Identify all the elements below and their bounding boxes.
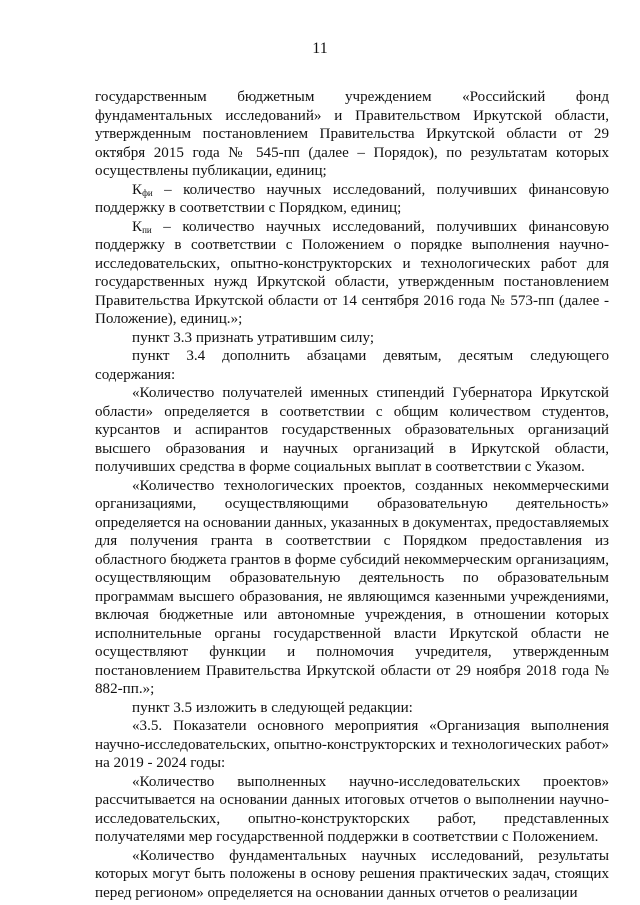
paragraph-p5 bbox=[95, 347, 609, 384]
paragraph-p7 bbox=[95, 477, 609, 699]
paragraph-text: «Количество фундаментальных научных исследований, результаты которых могут быть положены в основу решения практических задач, стоящих перед регионом» определяется на основании данных отчетов о реализации bbox=[95, 847, 609, 901]
paragraph-p6 bbox=[95, 384, 609, 477]
paragraph-text: государственным бюджетным учреждением «Российский фонд фундаментальных исследований» и Правительством Иркутской области, утвержденным постановлением Правительства Иркутской области от 29 октября 2015 года № 545-пп (далее – Порядок), по результатам которых осуществлены публикации, единиц; bbox=[95, 89, 609, 179]
paragraph-p10 bbox=[95, 773, 609, 847]
paragraph-p1 bbox=[95, 88, 609, 181]
paragraph-p9 bbox=[95, 717, 609, 773]
paragraph-text: «Количество технологических проектов, созданных некоммерческими организациями, осуществляющими образовательную деятельность» определяется на основании данных, указанных в документах, предоставляемых для получения гранта в соответствии с Порядком предоставления из областного бюджета грантов в форме субсидий некоммерческим организациям, осуществляющим образовательную деятельность по образовательным программам высшего образования, не являющимся казенными учреждениями, включая бюджетные или автономные учреждения, в отношении которых исполнительные органы государственной власти Иркутской области не осуществляют функции и полномочия учредителя, утвержденным постановлением Правительства Иркутской области от 29 ноября 2018 года № 882-пп.»; bbox=[95, 477, 609, 697]
paragraph-p2 bbox=[95, 181, 609, 218]
paragraph-text: пункт 3.3 признать утратившим силу; bbox=[132, 329, 375, 346]
paragraph-text: пункт 3.5 изложить в следующей редакции: bbox=[132, 699, 413, 716]
subscript: пи bbox=[142, 224, 152, 235]
paragraph-text: «Количество выполненных научно-исследовательских проектов» рассчитывается на основании данных итоговых отчетов о выполнении научно-исследовательских, опытно-конструкторских работ, представленных получателями мер государственной поддержки в соответствии с Положением. bbox=[95, 773, 609, 845]
paragraph-text: «Количество получателей именных стипендий Губернатора Иркутской области» определяется в соответствии с общим количеством студентов, курсантов и аспирантов государственных образовательных организаций высшего образования и научных организаций в Иркутской области, получивших средства в форме социальных выплат в соответствии с Указом. bbox=[95, 385, 609, 475]
paragraph-text: – количество научных исследований, получивших финансовую поддержку в соответствии с Порядком, единиц; bbox=[95, 181, 609, 216]
paragraph-p4 bbox=[95, 329, 609, 348]
paragraph-p11 bbox=[95, 847, 609, 903]
subscript: фи bbox=[142, 187, 153, 198]
paragraph-text: «3.5. Показатели основного мероприятия «Организация выполнения научно-исследовательских, опытно-конструкторских и технологических работ» на 2019 - 2024 годы: bbox=[95, 718, 609, 771]
paragraph-text: К bbox=[132, 218, 143, 235]
paragraph-text: К bbox=[132, 181, 143, 198]
paragraph-text: – количество научных исследований, получивших финансовую поддержку в соответствии с Положением о порядке выполнения научно-исследовательских, опытно-конструкторских и технологических работ для государственных нужд Иркутской области, утвержденным постановлением Правительства Иркутской области от 14 сентября 2016 года № 573-пп (далее - Положение), единиц.»; bbox=[95, 218, 609, 327]
paragraph-text: пункт 3.4 дополнить абзацами девятым, десятым следующего содержания: bbox=[95, 348, 609, 383]
paragraph-p8 bbox=[95, 699, 609, 718]
paragraph-p3 bbox=[95, 218, 609, 329]
page-number: 11 bbox=[312, 40, 328, 57]
document-body bbox=[95, 88, 609, 902]
